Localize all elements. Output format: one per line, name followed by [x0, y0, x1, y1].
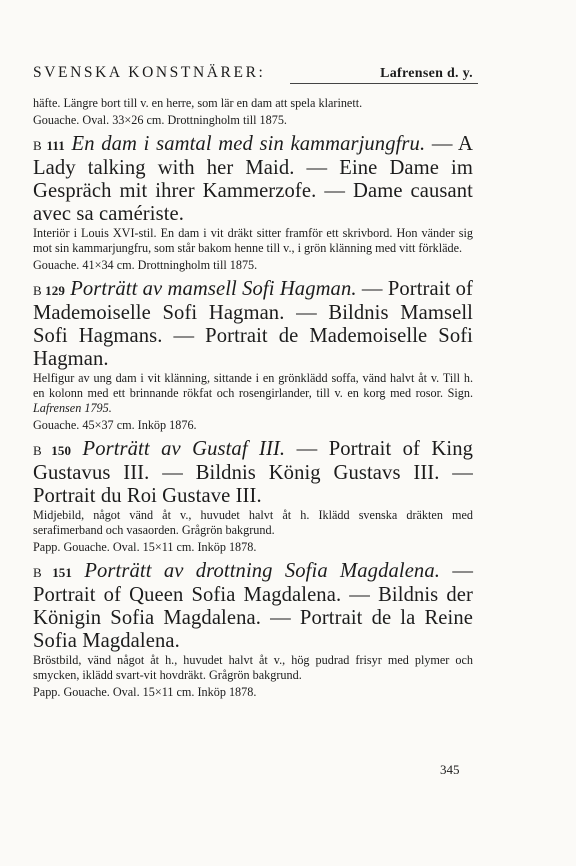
artist-name: Lafrensen d. y. [380, 66, 473, 81]
entry-description: Midjebild, något vänd åt v., huvudet halvt åt h. Iklädd svenska dräkten med serafimerband och vasaorden. Grågrön bakgrund. [33, 508, 473, 537]
entry-technique: Papp. Gouache. Oval. 15×11 cm. Inköp 1878. [33, 685, 257, 699]
swedish-title: Porträtt av mamsell Sofi Hagman. [70, 278, 357, 300]
entry-title [33, 278, 473, 371]
running-header [33, 64, 473, 82]
catalogue-entry [33, 133, 473, 273]
entry-technique: Gouache. 41×34 cm. Drottningholm till 1875. [33, 258, 258, 272]
entry-title [33, 438, 473, 508]
entry-description: Helfigur av ung dam i vit klänning, sittande i en grönklädd soffa, vänd halvt åt v. Till h. en kolonn med ett brinnande rökfat och rosengirlander, till v. en korg med rosor. Sign. Lafrensen 1795. [33, 371, 473, 415]
catalogue-number: B 129 [33, 283, 65, 298]
continued-technique: Gouache. Oval. 33×26 cm. Drottningholm till 1875. [33, 113, 287, 127]
catalogue-number: B 151 [33, 565, 73, 580]
catalogue-number: B 150 [33, 443, 72, 458]
page-number: 345 [440, 762, 460, 777]
signature: Lafrensen 1795. [33, 401, 112, 415]
catalogue-entry [33, 438, 473, 555]
translated-titles: — Portrait of Queen Sofia Magdalena. — Bildnis der Königin Sofia Magdalena. — Portrait de la Reine Sofia Magdalena. [33, 560, 474, 652]
continued-description: häfte. Längre bort till v. en herre, som lär en dam att spela klarinett. [33, 96, 363, 110]
swedish-title: Porträtt av Gustaf III. [82, 438, 286, 460]
catalogue-text [33, 96, 473, 700]
running-title: SVENSKA KONSTNÄRER: [33, 64, 266, 81]
header-rule [290, 83, 478, 84]
entry-technique: Gouache. 45×37 cm. Inköp 1876. [33, 418, 197, 432]
entry-title [33, 133, 473, 226]
translated-titles: — Portrait of Mademoiselle Sofi Hagman. — Bildnis Mamsell Sofi Hagmans. — Portrait de Mademoiselle Sofi Hagman. [33, 278, 474, 370]
entry-title [33, 560, 473, 653]
catalogue-entry [33, 560, 473, 700]
swedish-title: En dam i samtal med sin kammarjungfru. [71, 133, 426, 155]
translated-titles: — Portrait of King Gustavus III. — Bildnis König Gustavs III. — Portrait du Roi Gustave III. [33, 438, 474, 507]
entry-description: Bröstbild, vänd något åt h., huvudet halvt åt v., hög pudrad frisyr med plymer och smycken, iklädd svart-vit hovdräkt. Grågrön bakgrund. [33, 653, 473, 682]
translated-titles: — A Lady talking with her Maid. — Eine Dame im Gespräch mit ihrer Kammerzofe. — Dame causant avec sa camériste. [33, 133, 473, 225]
entry-description: Interiör i Louis XVI-stil. En dam i vit dräkt sitter framför ett skrivbord. Hon vänder sig mot sin kammarjungfru, som står bakom henne till v., i grön klänning med vitt förkläde. [33, 226, 473, 255]
entry-technique: Papp. Gouache. Oval. 15×11 cm. Inköp 1878. [33, 540, 257, 554]
catalogue-entry [33, 278, 473, 433]
swedish-title: Porträtt av drottning Sofia Magdalena. [84, 560, 440, 582]
catalogue-number: B 111 [33, 138, 65, 153]
